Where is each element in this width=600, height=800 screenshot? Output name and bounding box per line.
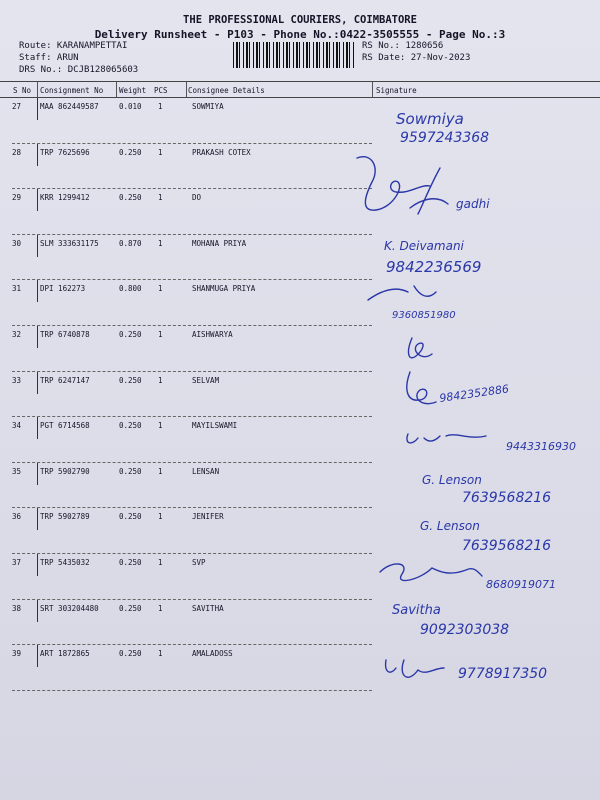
row-pieces: 1 (158, 102, 163, 111)
row-consignee-name: SHANMUGA PRIYA (192, 284, 256, 294)
col-header-consignment: Consignment No (40, 86, 104, 95)
row-serial-number: 38 (12, 603, 22, 613)
row-pieces: 1 (158, 558, 163, 567)
row-serial-number: 32 (12, 330, 22, 339)
signature-phone: 9842352886 (438, 382, 510, 405)
row-consignee-name: MAYILSWAMI (192, 421, 238, 431)
row-pieces: 1 (158, 284, 163, 294)
row-serial-number: 28 (12, 147, 22, 157)
row-consignee-name: SAVITHA (192, 603, 224, 613)
row-serial-number: 39 (12, 649, 22, 659)
signature-name: Sowmiya (396, 110, 464, 128)
signature-row-32 (409, 338, 432, 358)
row-pieces: 1 (158, 649, 163, 659)
row-weight: 0.250 (119, 421, 142, 431)
row-weight: 0.800 (119, 284, 142, 294)
signature-row-38 (392, 603, 509, 638)
row-serial-number: 30 (12, 238, 22, 248)
signature-row-37 (380, 564, 556, 591)
row-pieces: 1 (158, 147, 163, 157)
row-consignment-number: TRP 6247147 (40, 375, 90, 385)
signature-row-30 (384, 239, 481, 276)
signature-phone: 7639568216 (462, 490, 552, 506)
row-consignment-number: TRP 5435032 (40, 558, 90, 567)
row-serial-number: 37 (12, 558, 22, 567)
row-consignment-number: ART 1872865 (40, 649, 90, 659)
signature-row-34 (407, 434, 576, 453)
row-weight: 0.250 (119, 558, 142, 567)
signature-phone: 8680919071 (486, 578, 556, 591)
signature-phone: 9842236569 (386, 258, 482, 276)
row-weight: 0.250 (119, 649, 142, 659)
company-title: THE PROFESSIONAL COURIERS, COIMBATORE (183, 14, 417, 26)
row-serial-number: 34 (12, 421, 22, 431)
row-pieces: 1 (158, 193, 163, 203)
row-consignee-name: SELVAM (192, 375, 220, 385)
row-weight: 0.010 (119, 102, 142, 111)
row-consignee-name: SVP (192, 558, 206, 567)
row-pieces: 1 (158, 330, 163, 339)
row-consignee-name: MOHANA PRIYA (192, 238, 247, 248)
row-weight: 0.250 (119, 330, 142, 339)
row-consignee-name: SOWMIYA (192, 102, 224, 111)
row-consignment-number: MAA 862449587 (40, 102, 99, 111)
row-consignment-number: TRP 7625696 (40, 147, 90, 157)
signature-text: gadhi (456, 197, 490, 211)
signature-name: Savitha (392, 603, 441, 618)
row-serial-number: 29 (12, 193, 22, 203)
signature-row-31 (368, 286, 456, 321)
col-header-consignee: Consignee Details (188, 86, 265, 95)
drs-number: DRS No.: DCJB128065603 (19, 65, 139, 75)
signature-row-36 (420, 519, 551, 554)
row-consignee-name: AISHWARYA (192, 330, 233, 339)
signature-row-33 (407, 372, 510, 405)
row-serial-number: 31 (12, 284, 22, 294)
row-pieces: 1 (158, 238, 163, 248)
signature-phone: 9443316930 (506, 440, 576, 453)
row-serial-number: 27 (12, 102, 22, 111)
row-consignee-name: LENSAN (192, 466, 220, 476)
signature-phone: 9092303038 (420, 622, 510, 638)
row-weight: 0.250 (119, 512, 142, 522)
signature-phone: 9360851980 (392, 310, 456, 321)
runsheet-title: Delivery Runsheet - P103 - Phone No.:0422-3505555 - Page No.:3 (94, 28, 506, 41)
col-header-weight: Weight (119, 86, 147, 95)
row-consignment-number: PGT 6714568 (40, 421, 90, 431)
row-consignment-number: TRP 5902789 (40, 512, 90, 522)
signature-row-27 (396, 110, 489, 146)
signature-phone: 9778917350 (458, 666, 548, 682)
rs-date: RS Date: 27-Nov-2023 (362, 53, 471, 63)
row-consignee-name: AMALADOSS (192, 649, 233, 659)
row-weight: 0.870 (119, 238, 142, 248)
row-weight: 0.250 (119, 375, 142, 385)
row-pieces: 1 (158, 466, 163, 476)
row-pieces: 1 (158, 375, 163, 385)
signature-name: G. Lenson (422, 473, 482, 487)
row-pieces: 1 (158, 512, 163, 522)
signature-name: K. Deivamani (384, 239, 464, 253)
row-consignment-number: DPI 162273 (40, 284, 86, 294)
signature-phone: 7639568216 (462, 538, 552, 554)
row-consignment-number: SRT 303204480 (40, 603, 99, 613)
row-consignee-name: DO (192, 193, 202, 203)
row-consignee-name: PRAKASH COTEX (192, 147, 251, 157)
row-consignment-number: TRP 6740878 (40, 330, 90, 339)
signature-phone: 9597243368 (400, 130, 490, 146)
signature-row-39 (386, 660, 548, 682)
row-consignment-number: KRR 1299412 (40, 193, 90, 203)
row-pieces: 1 (158, 603, 163, 613)
signature-row-35 (422, 473, 551, 506)
row-consignment-number: TRP 5902790 (40, 466, 90, 476)
row-weight: 0.250 (119, 466, 142, 476)
signature-name: G. Lenson (420, 519, 480, 533)
row-weight: 0.250 (119, 603, 142, 613)
row-weight: 0.250 (119, 193, 142, 203)
row-serial-number: 33 (12, 375, 22, 385)
row-serial-number: 36 (12, 512, 22, 522)
rs-number: RS No.: 1280656 (362, 41, 444, 51)
row-serial-number: 35 (12, 466, 22, 476)
signature-row-28-29 (357, 157, 490, 214)
row-pieces: 1 (158, 421, 163, 431)
col-header-sno: S No (13, 86, 32, 95)
row-weight: 0.250 (119, 147, 142, 157)
row-consignee-name: JENIFER (192, 512, 224, 522)
staff-label: Staff: ARUN (19, 53, 79, 63)
row-consignment-number: SLM 333631175 (40, 238, 99, 248)
col-header-signature: Signature (376, 86, 417, 95)
route-label: Route: KARANAMPETTAI (19, 41, 128, 51)
col-header-pcs: PCS (154, 86, 168, 95)
